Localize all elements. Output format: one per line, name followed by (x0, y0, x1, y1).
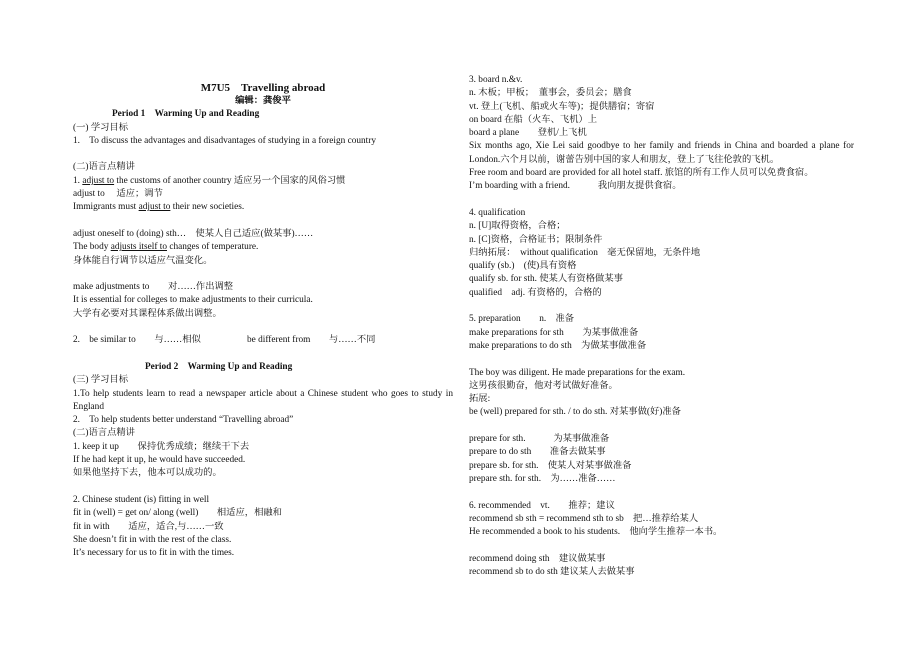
imm-b: their new societies. (172, 202, 245, 213)
body-cn: 身体能自行调节以适应气温变化。 (73, 255, 213, 266)
board-plane: board a plane 登机/上飞机 (469, 128, 587, 139)
p1-points-heading: (二)语言点精讲 (73, 162, 135, 173)
make-adjustments: make adjustments to 对……作出调整 (73, 282, 234, 293)
p1-goal-1: 1. To discuss the advantages and disadvantages of studying in a foreign country (73, 135, 376, 146)
recommend-example: He recommended a book to his students. 他向学生推荐一本书。 (469, 527, 723, 538)
body-b: changes of temperature. (169, 242, 259, 253)
preparation-heading: 5. preparation n. 准备 (469, 314, 575, 325)
recommend-heading: 6. recommended vt. 推荐；建议 (469, 500, 615, 511)
editor-line: 编辑：龚俊平 (235, 96, 291, 106)
qual-countable: n. [C]资格，合格证书；限制条件 (469, 234, 603, 245)
recommend-doing: recommend doing sth 建议做某事 (469, 553, 606, 564)
prep-to: make preparations to do sth 为做某事做准备 (469, 340, 647, 351)
body-a: The body (73, 242, 109, 253)
fit-example-2: It’s necessary for us to fit in with the times. (73, 548, 235, 559)
recommend-sb-do: recommend sb to do sth 建议某人去做某事 (469, 566, 635, 577)
qualify: qualify (sb.) (使)具有资格 (469, 261, 577, 272)
similar-line (73, 334, 453, 347)
similar-a: 2. be similar to 与……相似 (73, 335, 201, 346)
page-title: M7U5 Travelling abroad (200, 82, 326, 94)
p2-goals-heading: (三) 学习目标 (73, 375, 129, 386)
adjust-def: adjust to 适应；调节 (73, 189, 163, 200)
right-column (469, 74, 854, 579)
qualification-heading: 4. qualification (469, 207, 526, 218)
p2-points-heading: (二)语言点精讲 (73, 428, 135, 439)
p1-goals-heading: (一) 学习目标 (73, 122, 129, 133)
period2-heading: Period 2 Warming Up and Reading (145, 361, 293, 372)
adjust-underline: adjust to (82, 175, 115, 186)
college-cn: 大学有必要对其课程体系做出调整。 (73, 308, 222, 319)
qualify-for: qualify sb. for sth. 使某人有资格做某事 (469, 274, 623, 285)
recommend-eq: recommend sb sth = recommend sth to sb 把…推荐给某人 (469, 513, 699, 524)
body-underline: adjusts itself to (110, 242, 167, 253)
similar-b: be different from 与……不同 (247, 335, 376, 346)
board-noun: n. 木板；甲板； 董事会，委员会；膳食 (469, 88, 632, 99)
board-heading: 3. board n.&v. (469, 75, 523, 85)
fit-heading: 2. Chinese student (is) fitting in well (73, 494, 210, 505)
fit-in: fit in (well) = get on/ along (well) 相适应，相融和 (73, 508, 282, 519)
boarding-example: I’m boarding with a friend. 我向朋友提供食宿。 (469, 181, 682, 192)
keep-cn: 如果他坚持下去，他本可以成功的。 (73, 468, 222, 479)
p2-goal-1: 1.To help students learn to read a newspaper article about a Chinese student who goes to study in England (73, 388, 453, 412)
prepare-sth: prepare sth. for sth. 为……准备…… (469, 473, 616, 484)
period1-heading: Period 1 Warming Up and Reading (112, 109, 260, 120)
qual-uncountable: n. [U]取得资格，合格； (469, 221, 566, 232)
body-line (73, 241, 453, 254)
prep-for: make preparations for sth 为某事做准备 (469, 327, 639, 338)
diligent-cn: 这男孩很勤奋，他对考试做好准备。 (469, 380, 618, 391)
keep-example: If he had kept it up, he would have succeeded. (73, 455, 246, 466)
prepare-to: prepare to do sth 准备去做某事 (469, 447, 606, 458)
qualified: qualified adj. 有资格的，合格的 (469, 287, 602, 298)
expand-label: 拓展: (469, 394, 491, 405)
prepare-for: prepare for sth. 为某事做准备 (469, 434, 610, 445)
left-column (73, 74, 453, 560)
adjust-rest: the customs of another country 适应另一个国家的风俗习惯 (116, 175, 346, 186)
board-verb: vt. 登上(飞机、船或火车等)；提供膳宿；寄宿 (469, 101, 655, 112)
keep-up: 1. keep it up 保持优秀成绩；继续干下去 (73, 441, 250, 452)
diligent-example: The boy was diligent. He made preparations for the exam. (469, 367, 686, 378)
free-room-example: Free room and board are provided for all hotel staff. 旅馆的所有工作人员可以免费食宿。 (469, 168, 814, 179)
adjust-num: 1. (73, 175, 80, 186)
immigrants-line (73, 201, 453, 214)
be-prepared: be (well) prepared for sth. / to do sth. 对某事做(好)准备 (469, 407, 681, 418)
fit-in-with: fit in with 适应，适合,与……一致 (73, 521, 224, 532)
imm-a: Immigrants must (73, 202, 137, 213)
imm-underline: adjust to (138, 202, 171, 213)
qual-expand: 归纳拓展： without qualification 毫无保留地，无条件地 (469, 247, 701, 258)
prepare-sb: prepare sb. for sth. 使某人对某事做准备 (469, 460, 632, 471)
fit-example-1: She doesn’t fit in with the rest of the class. (73, 534, 232, 545)
adjust-line (73, 175, 453, 188)
on-board: on board 在船（火车、飞机）上 (469, 114, 598, 125)
adjust-oneself: adjust oneself to (doing) sth… 使某人自己适应(做某事)…… (73, 228, 314, 239)
p2-goal-2: 2. To help students better understand “Travelling abroad” (73, 415, 294, 426)
six-months-example: Six months ago, Xie Lei said goodbye to her family and friends in China and boarded a plane for London.六个月以前，谢蕾告别中国的家人和朋友，登上了飞往伦敦的飞机。 (469, 141, 854, 165)
college-line: It is essential for colleges to make adjustments to their curricula. (73, 295, 313, 306)
